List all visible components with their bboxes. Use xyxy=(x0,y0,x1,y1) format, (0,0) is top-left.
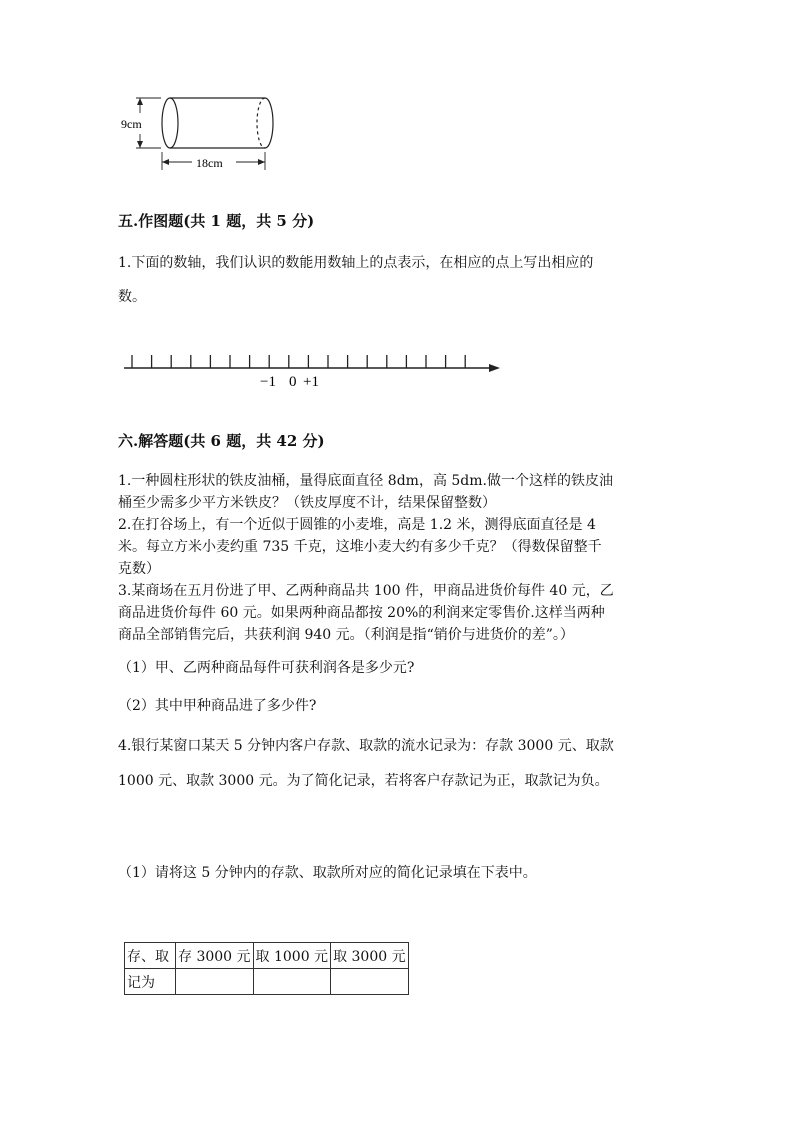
section6-question-4-sub-1: （1）请将这 5 分钟内的存款、取款所对应的简化记录填在下表中。 xyxy=(118,865,537,881)
table-row-label: 记为 xyxy=(125,969,176,995)
section6-question-1-line-1: 1.一种圆柱形状的铁皮油桶，量得底面直径 8dm，高 5dm.做一个这样的铁皮油 xyxy=(118,473,613,489)
section5-question-1-line-1: 1.下面的数轴，我们认识的数能用数轴上的点表示，在相应的点上写出相应的 xyxy=(118,255,594,271)
number-line-label-pos: +1 xyxy=(303,374,319,390)
length-label: 18cm xyxy=(196,156,223,170)
height-label: 9cm xyxy=(121,117,142,131)
record-table xyxy=(124,942,409,995)
section6-question-1-line-2: 桶至少需多少平方米铁皮？（铁皮厚度不计，结果保留整数） xyxy=(118,495,496,511)
section6-question-4-line-2: 1000 元、取款 3000 元。为了简化记录，若将客户存款记为正，取款记为负。 xyxy=(118,773,609,789)
section6-question-2-line-3: 克数） xyxy=(118,561,160,577)
table-header-cell: 取 3000 元 xyxy=(331,943,409,969)
section6-heading: 六.解答题(共 6 题，共 42 分) xyxy=(118,432,325,450)
cylinder-figure xyxy=(118,90,288,174)
number-line-label-zero: 0 xyxy=(289,374,297,390)
answer-cell[interactable] xyxy=(253,969,331,995)
number-line-label-neg: −1 xyxy=(260,374,276,390)
section6-question-2-line-2: 米。每立方米小麦约重 735 千克，这堆小麦大约有多少千克？（得数保留整千 xyxy=(118,539,602,555)
answer-cell[interactable] xyxy=(331,969,409,995)
section6-question-3-line-2: 商品进货价每件 60 元。如果两种商品都按 20%的利润来定零售价.这样当两种 xyxy=(118,605,605,621)
section6-question-2-line-1: 2.在打谷场上，有一个近似于圆锥的小麦堆，高是 1.2 米，测得底面直径是 4 xyxy=(118,517,596,533)
section5-question-1-line-2: 数。 xyxy=(118,289,146,305)
table-header-cell: 取 1000 元 xyxy=(253,943,331,969)
table-header-cell: 存 3000 元 xyxy=(176,943,254,969)
table-header-cell: 存、取 xyxy=(125,943,176,969)
number-line xyxy=(118,348,508,392)
table-row xyxy=(125,969,409,995)
section6-question-3-sub-2: （2）其中甲种商品进了多少件? xyxy=(118,698,317,714)
section6-question-4-line-1: 4.银行某窗口某天 5 分钟内客户存款、取款的流水记录为：存款 3000 元、取款 xyxy=(118,738,614,754)
section6-question-3-line-3: 商品全部销售完后，共获利润 940 元。（利润是指“销价与进货价的差”。） xyxy=(118,627,574,643)
section6-question-3-sub-1: （1）甲、乙两种商品每件可获利润各是多少元? xyxy=(118,660,415,676)
number-line-arrow xyxy=(489,364,500,372)
table-row xyxy=(125,943,409,969)
section6-question-3-line-1: 3.某商场在五月份进了甲、乙两种商品共 100 件，甲商品进货价每件 40 元，乙 xyxy=(118,583,614,599)
section5-heading: 五.作图题(共 1 题，共 5 分) xyxy=(118,212,315,230)
answer-cell[interactable] xyxy=(176,969,254,995)
